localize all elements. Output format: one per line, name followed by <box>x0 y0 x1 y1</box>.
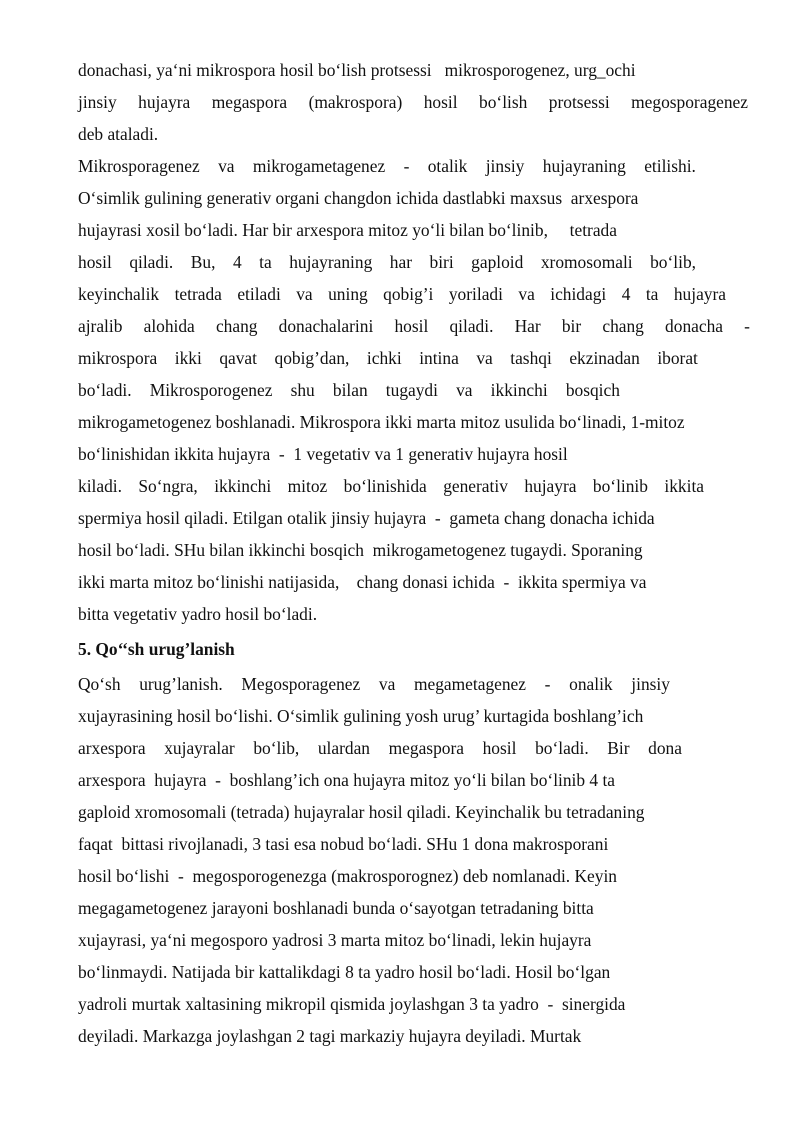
text-line: kiladi. So‘ngra, ikkinchi mitoz bo‘linishida generativ hujayra bo‘linib ikkita <box>78 476 704 496</box>
text-line: hosil bo‘lishi - megosporogenezga (makrosporognez) deb nomlanadi. Keyin <box>78 866 617 886</box>
text-line: mikrogametogenez boshlanadi. Mikrospora ikki marta mitoz usulida bo‘linadi, 1-mitoz <box>78 412 685 432</box>
text-line: ikki marta mitoz bo‘linishi natijasida, chang donasi ichida - ikkita spermiya va <box>78 572 647 592</box>
text-line: jinsiy hujayra megaspora (makrospora) hosil bo‘lish protsessi megosporagenez <box>78 92 748 112</box>
text-line: ajralib alohida chang donachalarini hosil qiladi. Har bir chang donacha - <box>78 316 750 336</box>
text-line: faqat bittasi rivojlanadi, 3 tasi esa nobud bo‘ladi. SHu 1 dona makrosporani <box>78 834 609 854</box>
text-line: xujayrasining hosil bo‘lishi. O‘simlik gulining yosh urug’ kurtagida boshlang’ich <box>78 706 644 726</box>
text-line: bitta vegetativ yadro hosil bo‘ladi. <box>78 604 318 624</box>
text-line: arxespora xujayralar bo‘lib, ulardan megaspora hosil bo‘ladi. Bir dona <box>78 738 682 758</box>
text-line: mikrospora ikki qavat qobig’dan, ichki intina va tashqi ekzinadan iborat <box>78 348 698 368</box>
text-line: bo‘linishidan ikkita hujayra - 1 vegetativ va 1 generativ hujayra hosil <box>78 444 568 464</box>
text-line: hosil bo‘ladi. SHu bilan ikkinchi bosqich mikrogametogenez tugaydi. Sporaning <box>78 540 643 560</box>
text-line: xujayrasi, ya‘ni megosporo yadrosi 3 marta mitoz bo‘linadi, lekin hujayra <box>78 930 592 950</box>
text-line: deyiladi. Markazga joylashgan 2 tagi markaziy hujayra deyiladi. Murtak <box>78 1026 582 1046</box>
text-line: donachasi, ya‘ni mikrospora hosil bo‘lish protsessi mikrosporogenez, urg_ochi <box>78 60 636 80</box>
text-line: yadroli murtak xaltasining mikropil qismida joylashgan 3 ta yadro - sinergida <box>78 994 626 1014</box>
text-line: bo‘linmaydi. Natijada bir kattalikdagi 8 ta yadro hosil bo‘ladi. Hosil bo‘lgan <box>78 962 611 982</box>
text-line: spermiya hosil qiladi. Etilgan otalik jinsiy hujayra - gameta chang donacha ichida <box>78 508 655 528</box>
text-line: Mikrosporagenez va mikrogametagenez - otalik jinsiy hujayraning etilishi. <box>78 156 696 176</box>
text-line: deb ataladi. <box>78 124 159 144</box>
text-line: megagametogenez jarayoni boshlanadi bunda o‘sayotgan tetradaning bitta <box>78 898 594 918</box>
text-line: gaploid xromosomali (tetrada) hujayralar hosil qiladi. Keyinchalik bu tetradaning <box>78 802 645 822</box>
text-line: hosil qiladi. Bu, 4 ta hujayraning har biri gaploid xromosomali bo‘lib, <box>78 252 696 272</box>
text-line: O‘simlik gulining generativ organi changdon ichida dastlabki maxsus arxespora <box>78 188 639 208</box>
text-line: Qo‘sh urug’lanish. Megosporagenez va megametagenez - onalik jinsiy <box>78 674 670 694</box>
section-heading: 5. Qo‘‘sh urug’lanish <box>78 639 235 659</box>
text-line: bo‘ladi. Mikrosporogenez shu bilan tugaydi va ikkinchi bosqich <box>78 380 620 400</box>
text-line: hujayrasi xosil bo‘ladi. Har bir arxespora mitoz yo‘li bilan bo‘linib, tetrada <box>78 220 617 240</box>
text-line: arxespora hujayra - boshlang’ich ona hujayra mitoz yo‘li bilan bo‘linib 4 ta <box>78 770 616 790</box>
text-line: keyinchalik tetrada etiladi va uning qobig’i yoriladi va ichidagi 4 ta hujayra <box>78 284 726 304</box>
